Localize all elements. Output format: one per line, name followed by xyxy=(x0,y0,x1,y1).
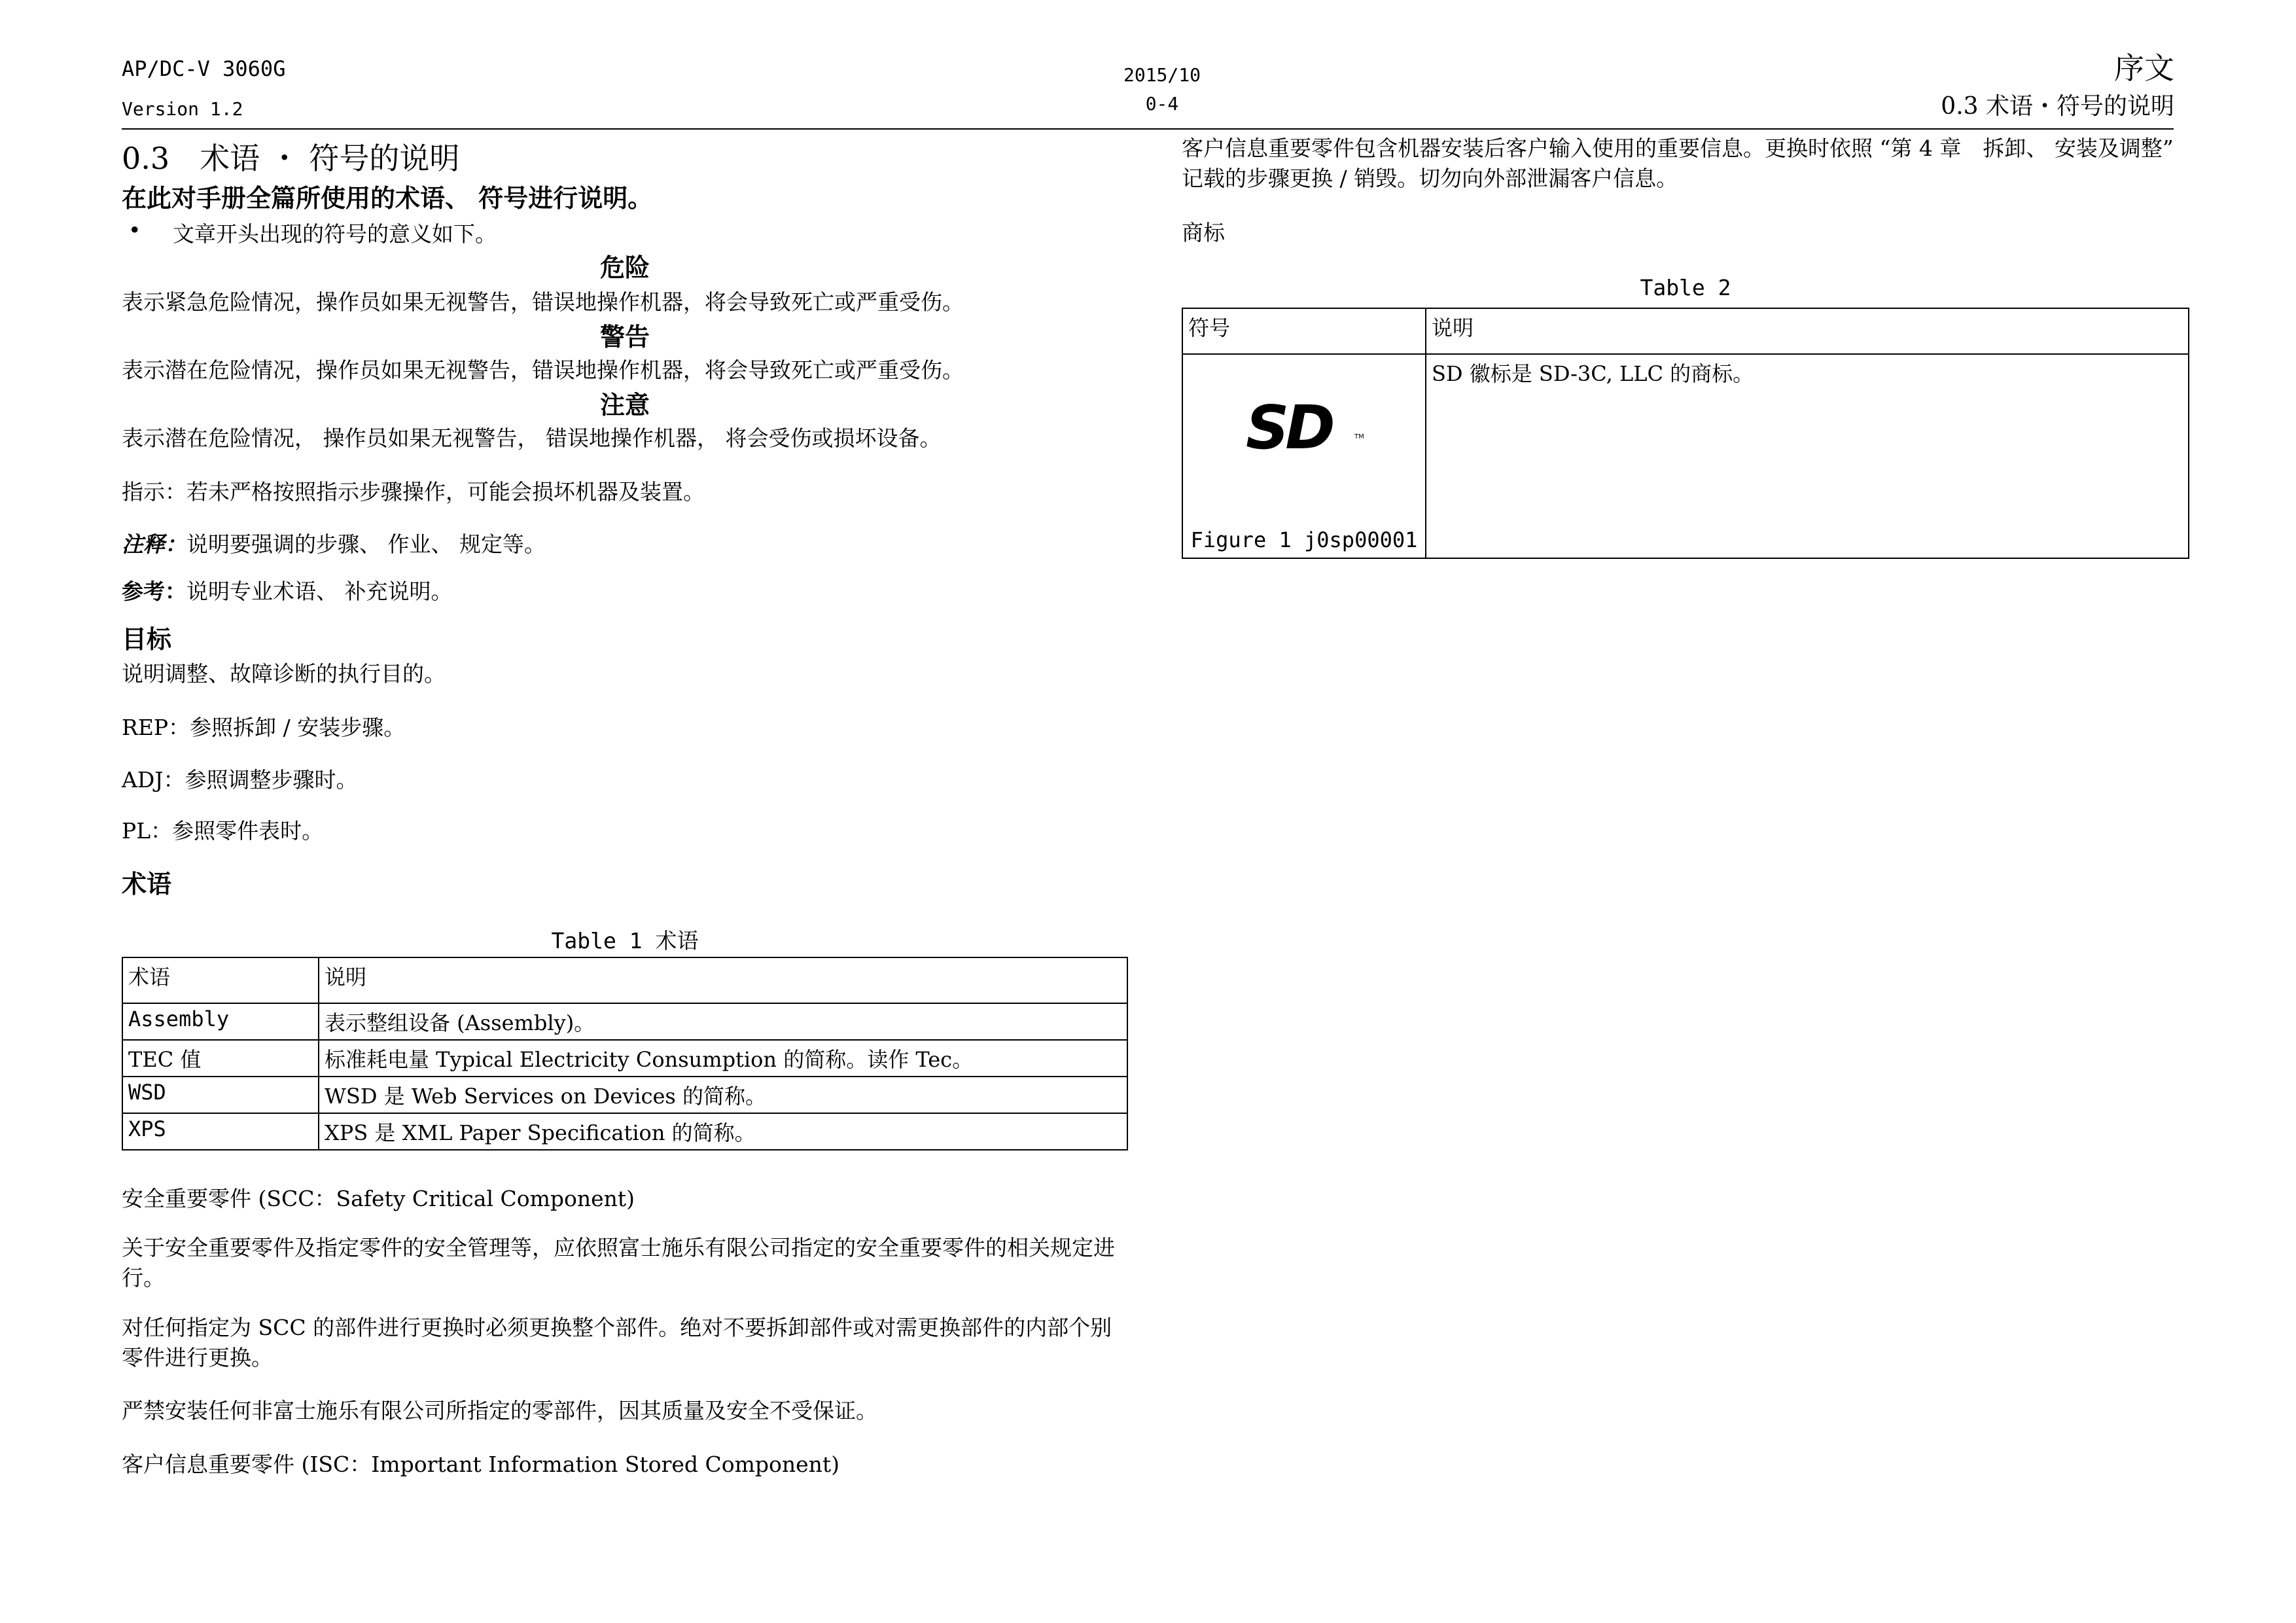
table-row xyxy=(122,1113,1127,1150)
pl-text: PL：参照零件表时。 xyxy=(122,818,324,844)
table-row xyxy=(122,1077,1127,1113)
bullet-text: 文章开头出现的符号的意义如下。 xyxy=(173,221,497,247)
document-version: Version 1.2 xyxy=(122,98,243,120)
logo-cell xyxy=(1182,354,1426,558)
header-divider xyxy=(122,128,2174,130)
scc-paragraph-1: 关于安全重要零件及指定零件的安全管理等，应依照富士施乐有限公司指定的安全重要零件的相关规定进行。 xyxy=(122,1235,1115,1291)
isc-description: 客户信息重要零件包含机器安装后客户输入使用的重要信息。更换时依照 “第 4 章 拆卸、 安装及调整” 记载的步骤更换 / 销毁。切勿向外部泄漏客户信息。 xyxy=(1182,135,2174,191)
table-cell: 标准耗电量 Typical Electricity Consumption 的简称。读作 Tec。 xyxy=(319,1040,1127,1077)
table1-caption: Table 1 术语 xyxy=(551,928,699,954)
table-cell: TEC 值 xyxy=(122,1040,319,1077)
terms-heading: 术语 xyxy=(122,870,172,899)
scc-paragraph-3: 严禁安装任何非富士施乐有限公司所指定的零部件，因其质量及安全不受保证。 xyxy=(122,1398,877,1423)
table-header-row xyxy=(122,957,1127,1003)
sd-logo-tm: TM xyxy=(1354,433,1364,440)
target-text: 说明调整、故障诊断的执行目的。 xyxy=(122,661,446,687)
table-cell: XPS xyxy=(122,1113,319,1150)
table-row xyxy=(1182,354,2189,558)
table-header-row xyxy=(1182,308,2189,354)
sd-logo xyxy=(1246,395,1369,461)
caution-text: 表示潜在危险情况， 操作员如果无视警告， 错误地操作机器， 将会受伤或损坏设备。 xyxy=(122,425,942,451)
trademark-heading: 商标 xyxy=(1182,220,1225,245)
table-header-cell: 说明 xyxy=(1426,308,2189,354)
reference-label: 参考： xyxy=(122,579,186,604)
target-heading: 目标 xyxy=(122,625,172,654)
table2-caption: Table 2 xyxy=(1640,275,1731,300)
sd-logo-text: SD xyxy=(1246,393,1332,463)
table-row xyxy=(122,1040,1127,1077)
table-header-cell: 符号 xyxy=(1182,308,1426,354)
document-date: 2015/10 xyxy=(1123,64,1201,86)
caution-title: 注意 xyxy=(599,391,650,419)
figure-caption: Figure 1 j0sp00001 xyxy=(1190,527,1418,552)
section-heading: 0.3 术语 ・ 符号的说明 xyxy=(122,141,460,176)
reference-text: 说明专业术语、 补充说明。 xyxy=(186,579,453,604)
trademark-table xyxy=(1182,308,2189,559)
table-cell: WSD xyxy=(122,1077,319,1113)
terms-table xyxy=(122,957,1128,1150)
table-cell: SD 徽标是 SD-3C, LLC 的商标。 xyxy=(1426,354,2189,558)
table-cell: Assembly xyxy=(122,1003,319,1040)
scc-title: 安全重要零件 (SCC：Safety Critical Component) xyxy=(122,1186,635,1211)
table-header-cell: 说明 xyxy=(319,957,1127,1003)
table-cell: 表示整组设备 (Assembly)。 xyxy=(319,1003,1127,1040)
table-cell: WSD 是 Web Services on Devices 的简称。 xyxy=(319,1077,1127,1113)
warning-text: 表示潜在危险情况，操作员如果无视警告，错误地操作机器，将会导致死亡或严重受伤。 xyxy=(122,357,964,383)
page-number: 0-4 xyxy=(1145,93,1179,115)
reference-line xyxy=(122,575,453,605)
note-label: 注释： xyxy=(122,531,186,557)
header-section-title: 0.3 术语・符号的说明 xyxy=(1941,93,2174,120)
rep-text: REP：参照拆卸 / 安装步骤。 xyxy=(122,715,406,740)
table-header-cell: 术语 xyxy=(122,957,319,1003)
instruction-text: 指示：若未严格按照指示步骤操作，可能会损坏机器及装置。 xyxy=(122,479,705,505)
danger-title: 危险 xyxy=(599,253,650,282)
isc-title: 客户信息重要零件 (ISC：Important Information Stored Component) xyxy=(122,1452,840,1477)
adj-text: ADJ：参照调整步骤时。 xyxy=(122,767,358,793)
note-line xyxy=(122,527,546,558)
document-model: AP/DC-V 3060G xyxy=(122,56,286,81)
table-row xyxy=(122,1003,1127,1040)
chapter-title: 序文 xyxy=(2114,50,2174,86)
bullet-icon: • xyxy=(128,217,141,243)
note-text: 说明要强调的步骤、 作业、 规定等。 xyxy=(186,531,546,557)
warning-title: 警告 xyxy=(599,323,650,351)
intro-text: 在此对手册全篇所使用的术语、 符号进行说明。 xyxy=(122,184,653,213)
danger-text: 表示紧急危险情况，操作员如果无视警告，错误地操作机器，将会导致死亡或严重受伤。 xyxy=(122,289,964,315)
scc-paragraph-2: 对任何指定为 SCC 的部件进行更换时必须更换整个部件。绝对不要拆卸部件或对需更换部件的内部个别零件进行更换。 xyxy=(122,1315,1112,1370)
table-cell: XPS 是 XML Paper Specification 的简称。 xyxy=(319,1113,1127,1150)
